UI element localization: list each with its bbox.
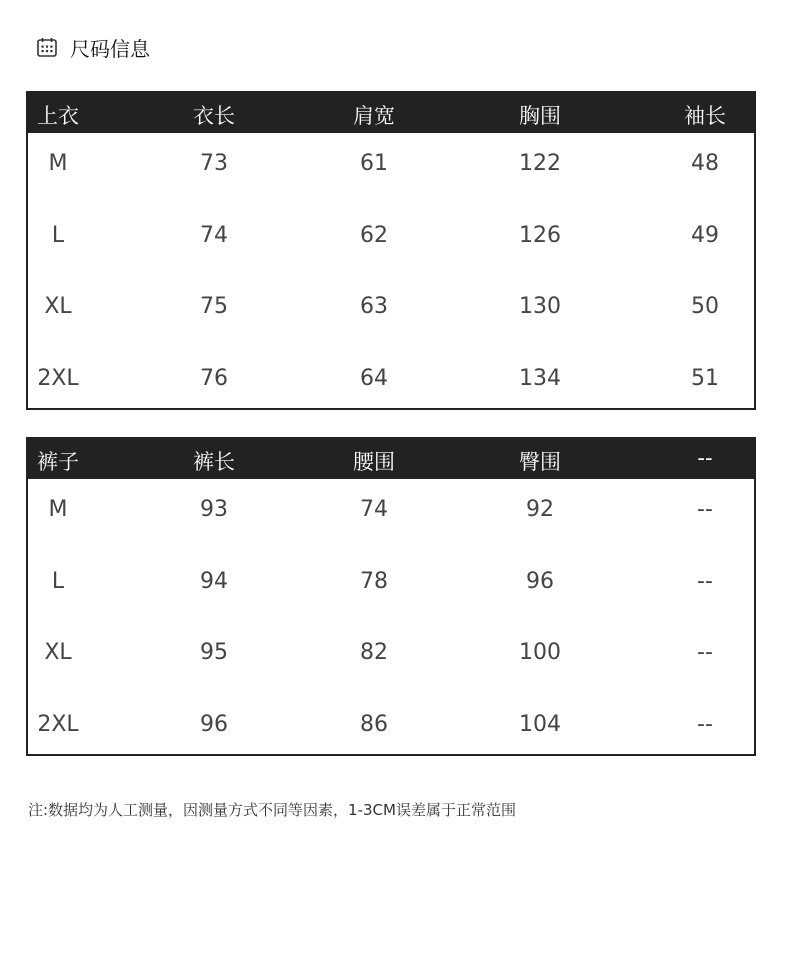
table-cell: M bbox=[48, 151, 68, 176]
column-header-category: 裤子 bbox=[37, 450, 79, 474]
table-row bbox=[28, 497, 754, 527]
table-cell: 78 bbox=[360, 569, 388, 594]
table-row bbox=[28, 712, 754, 742]
table-cell: 86 bbox=[360, 712, 388, 737]
table-cell: -- bbox=[697, 640, 713, 665]
table-cell: 96 bbox=[200, 712, 228, 737]
table-cell: 94 bbox=[200, 569, 228, 594]
table-row bbox=[28, 640, 754, 670]
section-header bbox=[36, 34, 150, 60]
table-cell: M bbox=[48, 497, 68, 522]
column-header-empty: -- bbox=[697, 446, 713, 470]
calendar-icon bbox=[36, 36, 58, 58]
table-cell: 48 bbox=[691, 151, 719, 176]
table-cell: 64 bbox=[360, 366, 388, 391]
table-cell: 95 bbox=[200, 640, 228, 665]
table-cell: 82 bbox=[360, 640, 388, 665]
column-header-length: 裤长 bbox=[193, 450, 235, 474]
table-cell: 62 bbox=[360, 223, 388, 248]
table-cell: 61 bbox=[360, 151, 388, 176]
table-cell: 75 bbox=[200, 294, 228, 319]
table-row bbox=[28, 223, 754, 253]
table-cell: 63 bbox=[360, 294, 388, 319]
column-header-hip: 臀围 bbox=[519, 450, 561, 474]
table-cell: 2XL bbox=[37, 712, 79, 737]
table-cell: -- bbox=[697, 712, 713, 737]
table-cell: 49 bbox=[691, 223, 719, 248]
table-cell: 96 bbox=[526, 569, 554, 594]
table-cell: 104 bbox=[519, 712, 561, 737]
table-row bbox=[28, 366, 754, 396]
table-cell: 74 bbox=[360, 497, 388, 522]
table-cell: -- bbox=[697, 569, 713, 594]
pants-size-table bbox=[26, 437, 756, 756]
measurement-note: 注:数据均为人工测量，因测量方式不同等因素，1-3CM误差属于正常范围 bbox=[28, 801, 516, 819]
table-cell: 51 bbox=[691, 366, 719, 391]
table-cell: 93 bbox=[200, 497, 228, 522]
table-header bbox=[28, 93, 754, 133]
table-cell: 126 bbox=[519, 223, 561, 248]
table-cell: 130 bbox=[519, 294, 561, 319]
column-header-length: 衣长 bbox=[193, 104, 235, 128]
column-header-chest: 胸围 bbox=[519, 104, 561, 128]
table-cell: 100 bbox=[519, 640, 561, 665]
table-cell: 76 bbox=[200, 366, 228, 391]
page-title: 尺码信息 bbox=[70, 36, 150, 61]
column-header-waist: 腰围 bbox=[353, 450, 395, 474]
table-cell: L bbox=[51, 223, 65, 248]
table-row bbox=[28, 569, 754, 599]
table-cell: XL bbox=[44, 294, 72, 319]
table-cell: 73 bbox=[200, 151, 228, 176]
table-cell: 2XL bbox=[37, 366, 79, 391]
table-cell: 50 bbox=[691, 294, 719, 319]
column-header-sleeve: 袖长 bbox=[684, 104, 726, 128]
table-cell: -- bbox=[697, 497, 713, 522]
table-cell: 122 bbox=[519, 151, 561, 176]
column-header-category: 上衣 bbox=[37, 104, 79, 128]
table-cell: 92 bbox=[526, 497, 554, 522]
tops-size-table bbox=[26, 91, 756, 410]
table-header bbox=[28, 439, 754, 479]
table-cell: 134 bbox=[519, 366, 561, 391]
table-cell: XL bbox=[44, 640, 72, 665]
column-header-shoulder: 肩宽 bbox=[353, 104, 395, 128]
table-row bbox=[28, 294, 754, 324]
table-row bbox=[28, 151, 754, 181]
table-cell: 74 bbox=[200, 223, 228, 248]
table-cell: L bbox=[51, 569, 65, 594]
